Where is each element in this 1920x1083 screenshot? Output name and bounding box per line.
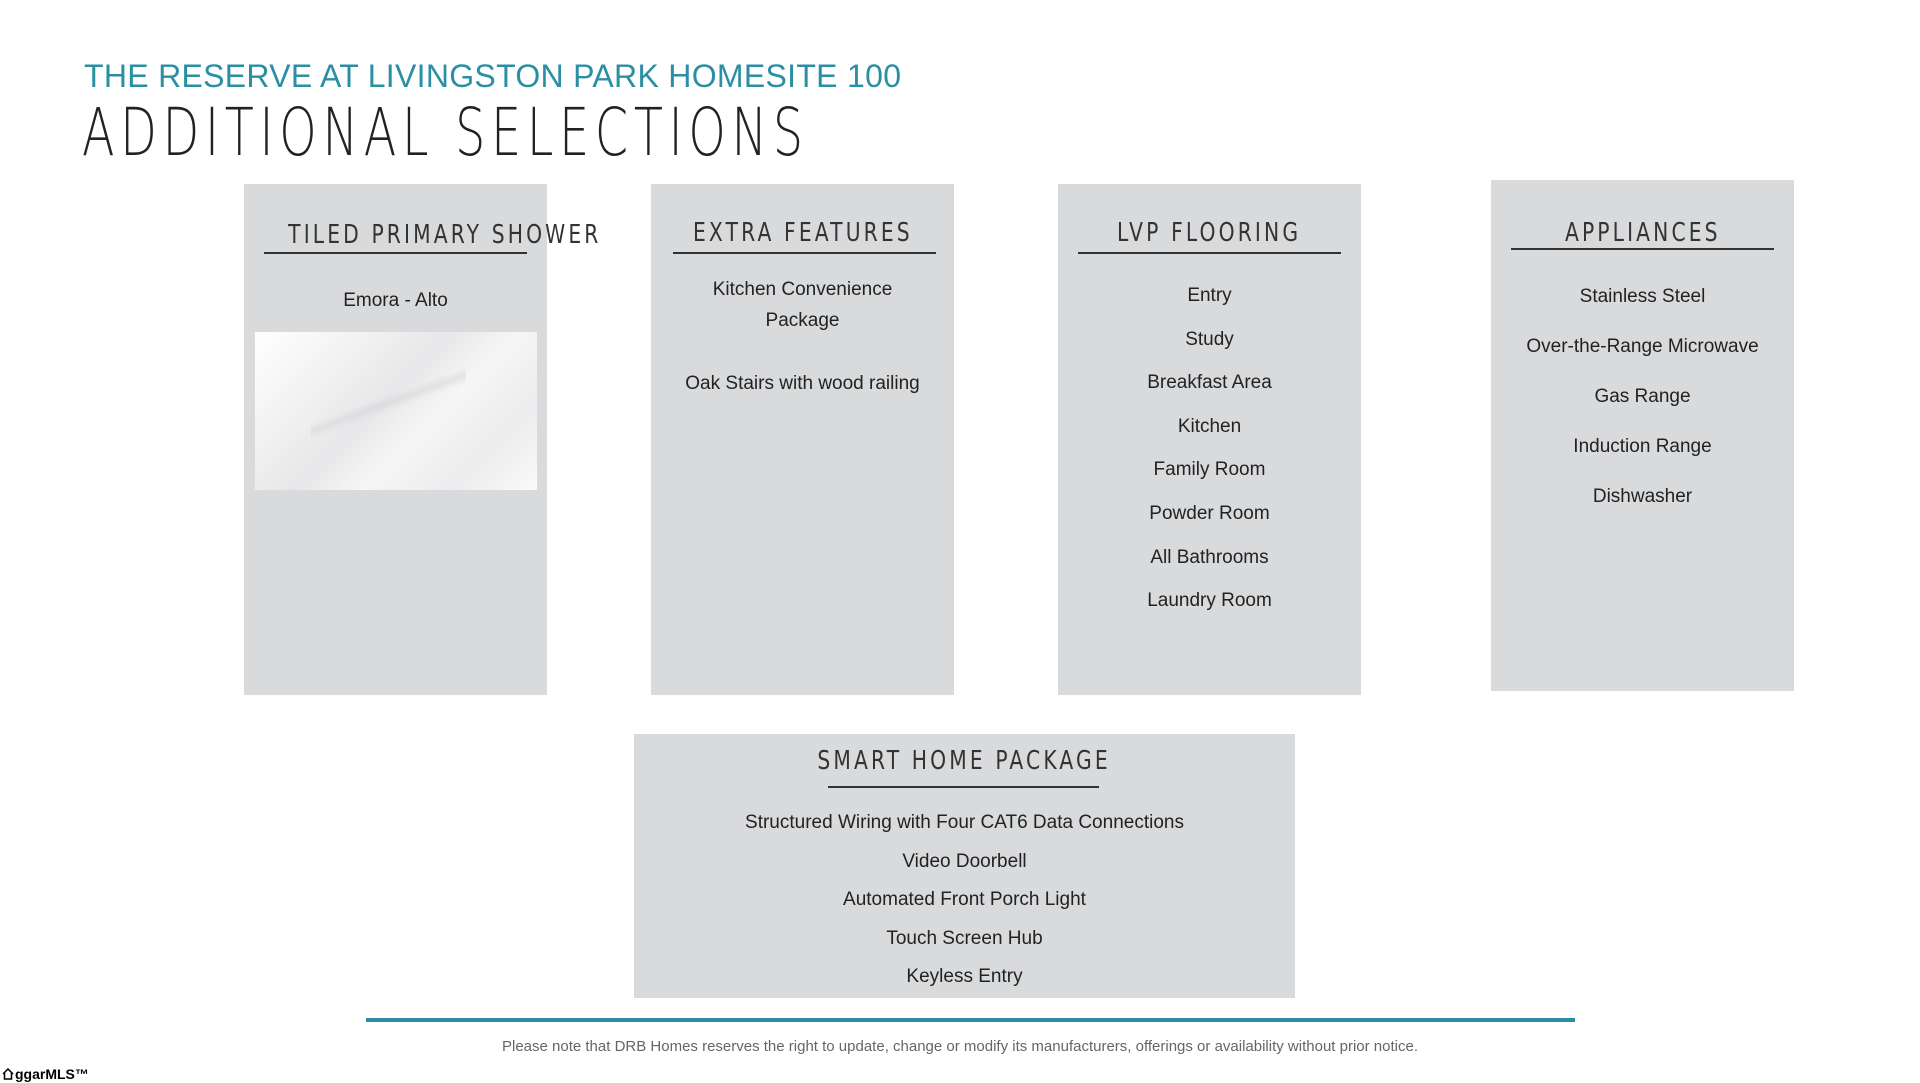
- list-item: Family Room: [1153, 459, 1266, 481]
- list-item: Laundry Room: [1147, 590, 1272, 612]
- card-items: [1058, 274, 1361, 623]
- card-heading: EXTRA FEATURES: [692, 218, 913, 248]
- list-item: Oak Stairs with wood railing: [685, 373, 920, 394]
- list-item: Video Doorbell: [902, 850, 1027, 872]
- list-item: Over-the-Range Microwave: [1526, 336, 1759, 357]
- mls-logo: [2, 1066, 89, 1083]
- card-divider: [828, 786, 1099, 788]
- card-items: [244, 290, 547, 312]
- list-item: Gas Range: [1594, 386, 1691, 407]
- house-icon: [2, 1067, 14, 1083]
- list-item: Kitchen: [1177, 415, 1242, 437]
- card-items: [634, 804, 1295, 997]
- disclaimer-note: Please note that DRB Homes reserves the right to update, change or modify its manufacturers, offerings or availability without prior notice.: [501, 1038, 1418, 1055]
- list-item: Emora - Alto: [343, 290, 448, 311]
- list-item: Automated Front Porch Light: [843, 889, 1086, 911]
- card-appliances: [1491, 180, 1794, 691]
- list-item: All Bathrooms: [1150, 546, 1269, 568]
- list-item: Package: [765, 310, 840, 331]
- card-smart-home-package: [634, 734, 1295, 998]
- card-divider: [1511, 248, 1774, 250]
- card-tiled-primary-shower: [244, 184, 602, 695]
- card-items: [1491, 272, 1794, 522]
- list-item: Entry: [1187, 285, 1232, 306]
- tile-swatch-image: [255, 332, 537, 490]
- logo-text: ggarMLS™: [15, 1066, 89, 1082]
- list-item: Touch Screen Hub: [886, 927, 1043, 949]
- list-item: Breakfast Area: [1147, 372, 1272, 394]
- list-item: Structured Wiring with Four CAT6 Data Connections: [745, 812, 1184, 833]
- list-item: Keyless Entry: [906, 966, 1023, 988]
- card-extra-features: [651, 184, 954, 695]
- footer-divider: [366, 1018, 1575, 1022]
- card-divider: [264, 252, 527, 254]
- page-subtitle: THE RESERVE AT LIVINGSTON PARK HOMESITE 100: [84, 58, 902, 94]
- card-heading: APPLIANCES: [1564, 218, 1721, 248]
- card-divider: [673, 252, 936, 254]
- list-item: Dishwasher: [1592, 486, 1693, 507]
- page-title: ADDITIONAL SELECTIONS: [82, 94, 809, 171]
- card-items: [651, 274, 954, 399]
- list-item: Powder Room: [1149, 502, 1270, 524]
- card-heading: SMART HOME PACKAGE: [817, 746, 1112, 776]
- list-item: Induction Range: [1573, 436, 1712, 457]
- list-item: Study: [1185, 328, 1234, 350]
- card-divider: [1078, 252, 1341, 254]
- card-heading: LVP FLOORING: [1117, 218, 1302, 248]
- list-item: Stainless Steel: [1579, 286, 1706, 307]
- card-heading: TILED PRIMARY SHOWER: [288, 220, 602, 250]
- card-lvp-flooring: [1058, 184, 1361, 695]
- list-item: Kitchen Convenience: [712, 279, 893, 300]
